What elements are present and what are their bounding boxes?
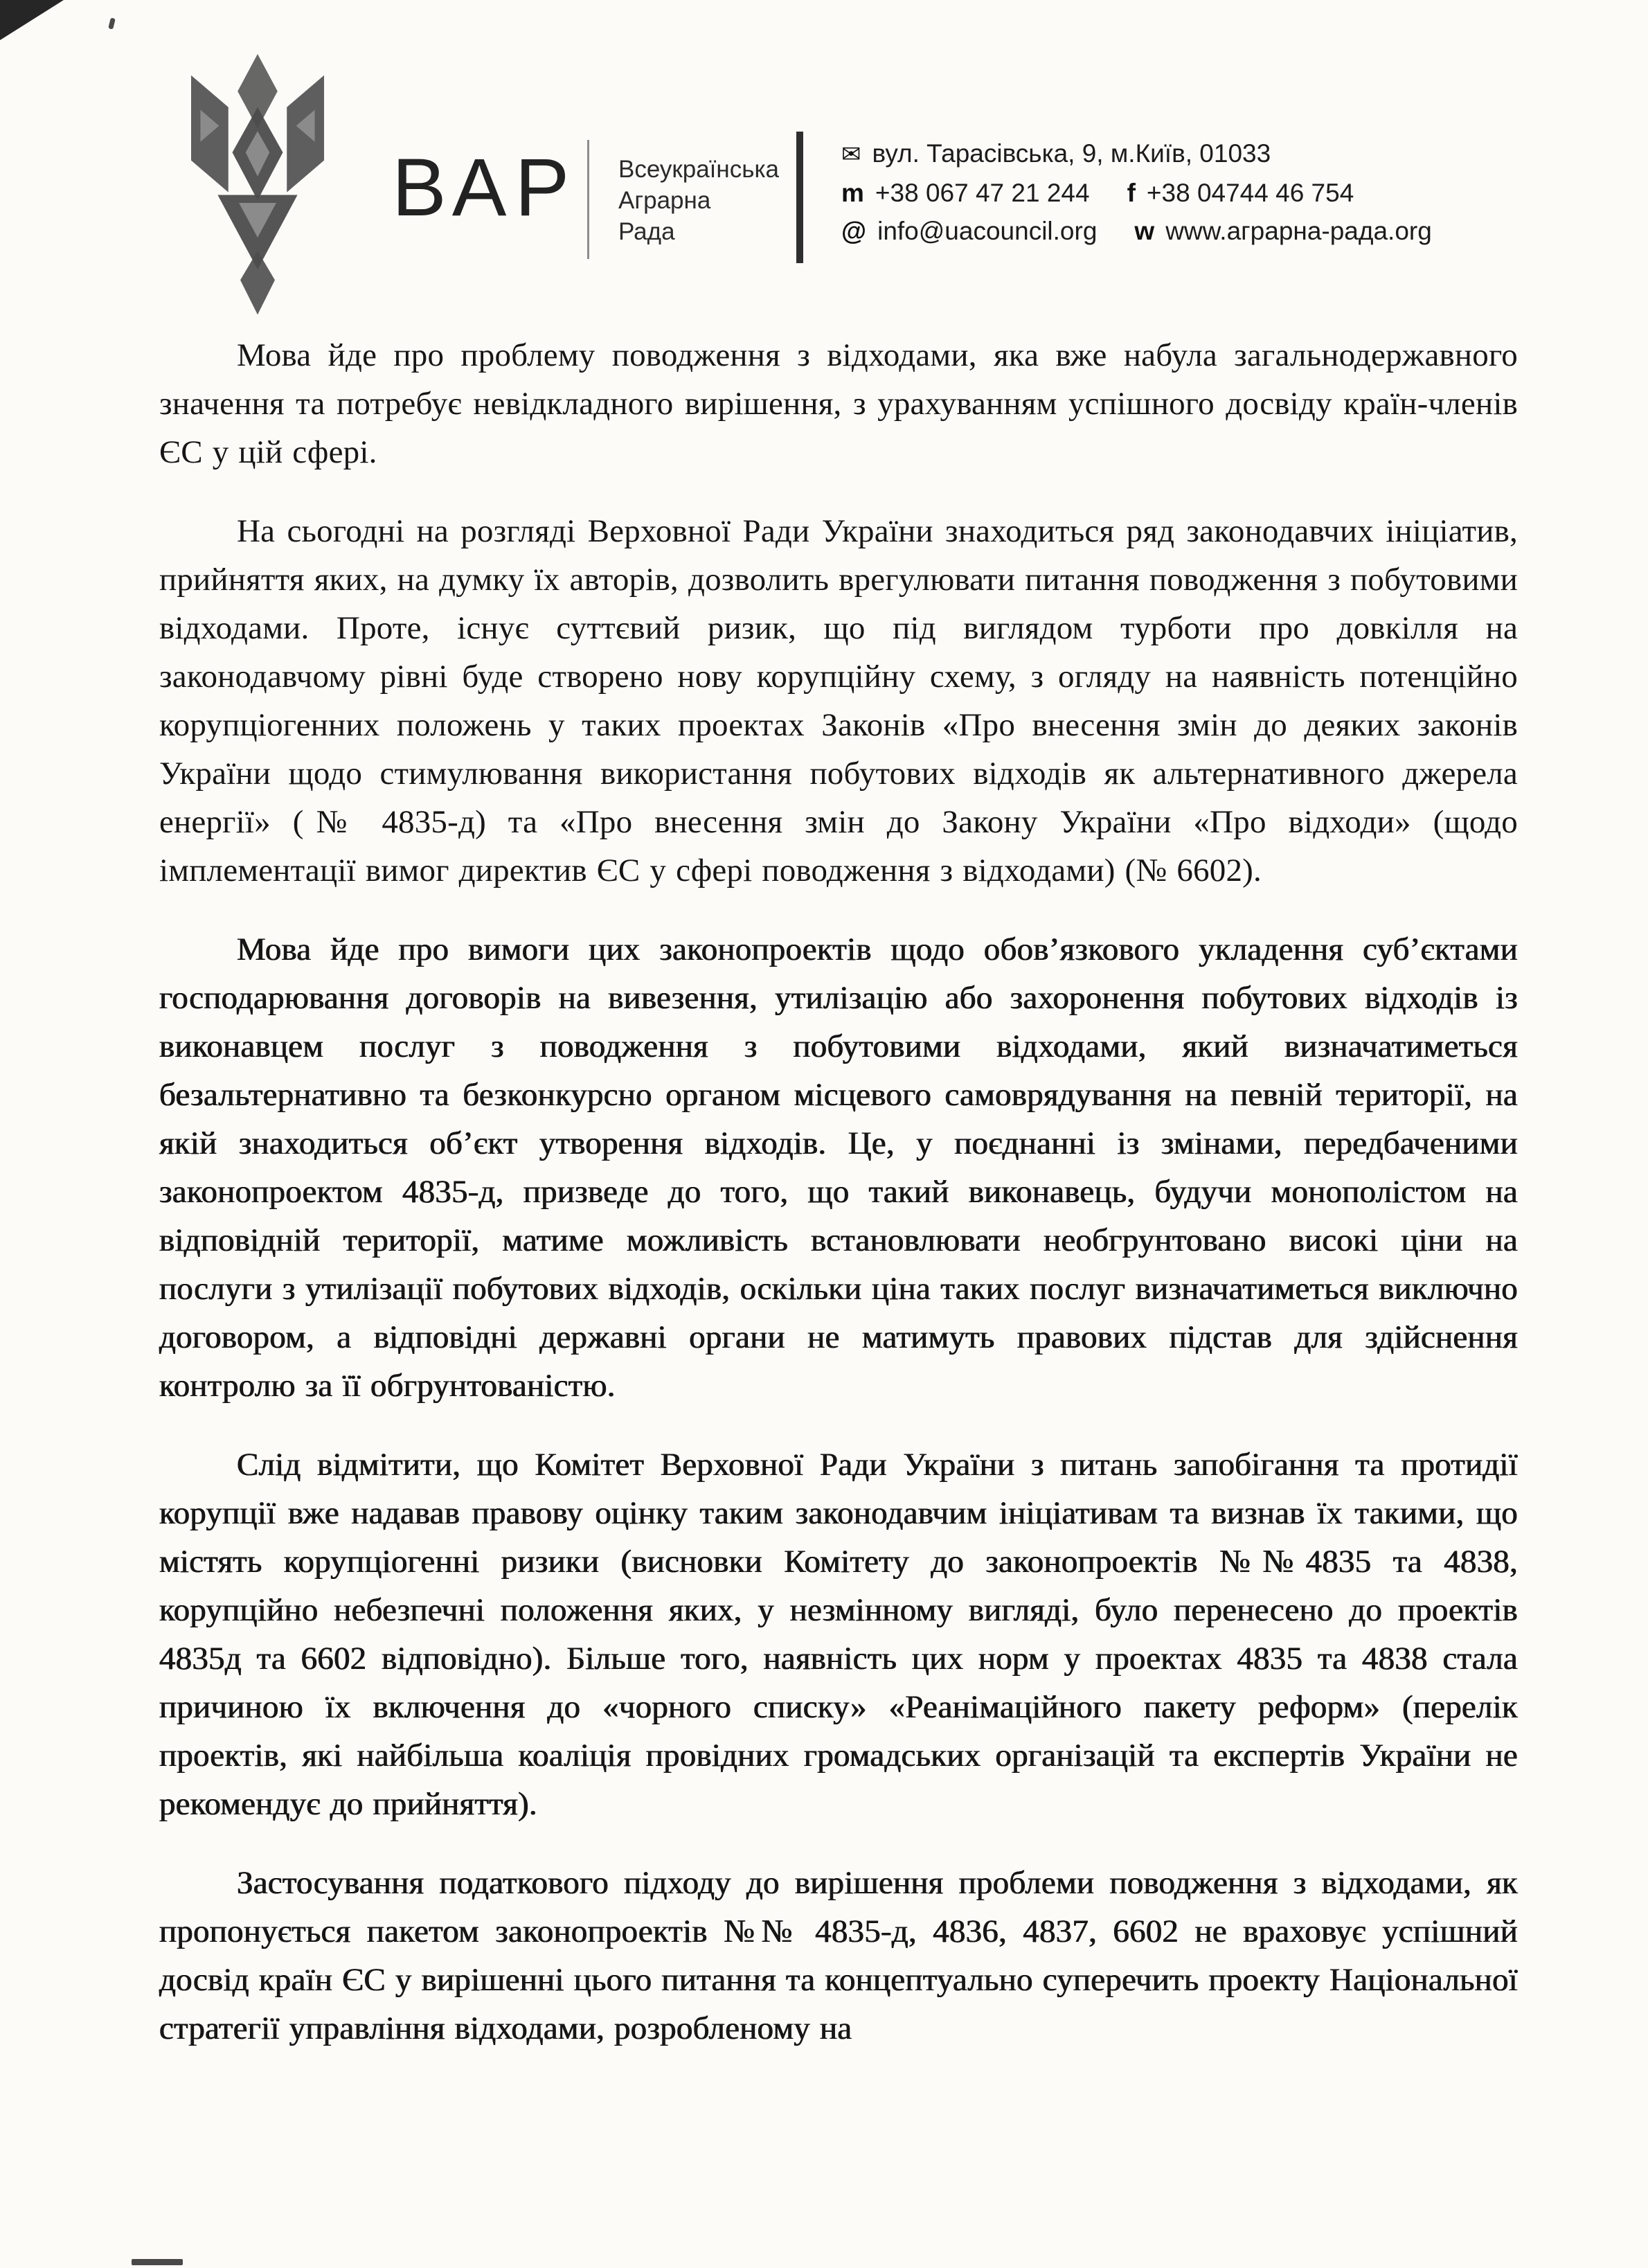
scan-bottom-artifact	[132, 2259, 183, 2265]
paragraph-4: Слід відмітити, що Комітет Верховної Ради України з питань запобігання та протидії корупції вже надавав правову оцінку таким законодавчим ініціативам та визнав їх такими, що містять корупціогенні ризики (висновки Комітету до законопроектів №№4835 та 4838, корупційно небезпечні положення яких, у незмінному вигляді, було перенесено до проектів 4835д та 6602 відповідно). Більше того, наявність цих норм у проектах 4835 та 4838 стала причиною їх включення до «чорного списку» «Реанімаційного пакету реформ» (перелік проектів, які найбільша коаліція провідних громадських організацій та експертів України не рекомендує до прийняття).	[159, 1447, 1518, 1822]
paragraph-3: Мова йде про вимоги цих законопроектів щодо обов’язкового укладення суб’єктами господарювання договорів на вивезення, утилізацію або захоронення побутових відходів із виконавцем послуг з поводження з побутовими відходами, який визначатиметься безальтернативно та безконкурсно органом місцевого самоврядування на певній території, на якій знаходиться об’єкт утворення відходів. Це, у поєднанні із змінами, передбаченими законопроектом 4835-д, призведе до того, що такий виконавець, будучи монополістом на відповідній території, матиме можливість встановлювати необгрунтовано високі ціни на послуги з утилізації побутових відходів, оскільки ціна таких послуг визначатиметься виключно договором, а відповідні державні органи не матимуть правових підстав для здійснення контролю за її обгрунтованістю.	[159, 931, 1518, 1404]
letter-body	[159, 331, 1518, 2083]
paragraph-2: На сьогодні на розгляді Верховної Ради України знаходиться ряд законодавчих ініціатив, прийняття яких, на думку їх авторів, дозволить врегулювати питання поводження з побутовими відходами. Проте, існує суттєвий ризик, що під виглядом турботи про довкілля на законодавчому рівні буде створено нову корупційну схему, з огляду на наявність потенційно корупціогенних положень у таких проектах Законів «Про внесення змін до деяких законів України щодо стимулювання використання побутових відходів як альтернативного джерела енергії» (№ 4835-д) та «Про внесення змін до Закону України «Про відходи» (щодо імплементації вимог директив ЄС у сфері поводження з відходами) (№ 6602).	[159, 513, 1518, 889]
letterhead	[0, 0, 1648, 325]
paragraph-1: Мова йде про проблему поводження з відходами, яка вже набула загальнодержавного значення та потребує невідкладного вирішення, з урахуванням успішного досвіду країн-членів ЄС у цій сфері.	[159, 337, 1518, 470]
brand-abbreviation: ВАР	[392, 142, 578, 233]
email-address: info@uacouncil.org	[877, 217, 1098, 245]
website-address: www.аграрна-рада.org	[1165, 217, 1432, 245]
fax-icon: f	[1127, 179, 1136, 207]
divider-thin	[587, 140, 589, 259]
web-icon: w	[1134, 217, 1155, 245]
org-name-line: Рада	[618, 218, 675, 245]
address-row	[841, 134, 1432, 174]
divider-thick	[796, 132, 803, 263]
email-icon: @	[841, 217, 867, 245]
org-name-line: Аграрна	[618, 187, 711, 214]
fax-number: +38 04744 46 754	[1146, 179, 1354, 207]
trident-logo-icon	[174, 54, 341, 320]
mobile-icon: m	[841, 179, 864, 207]
org-name	[618, 154, 779, 247]
org-name-line: Всеукраїнська	[618, 156, 779, 183]
paragraph-5: Застосування податкового підходу до вирішення проблеми поводження з відходами, як пропонується пакетом законопроектів №№ 4835-д, 4836, 4837, 6602 не враховує успішний досвід країн ЄС у вирішенні цього питання та концептуально суперечить проекту Національної стратегії управління відходами, розробленому на	[159, 1865, 1518, 2046]
envelope-icon: ✉	[841, 141, 861, 168]
contact-block	[841, 134, 1432, 250]
address-text: вул. Тарасівська, 9, м.Київ, 01033	[872, 139, 1271, 168]
email-web-row	[841, 212, 1432, 250]
phone-row	[841, 174, 1432, 212]
phone-number: +38 067 47 21 244	[875, 179, 1090, 207]
